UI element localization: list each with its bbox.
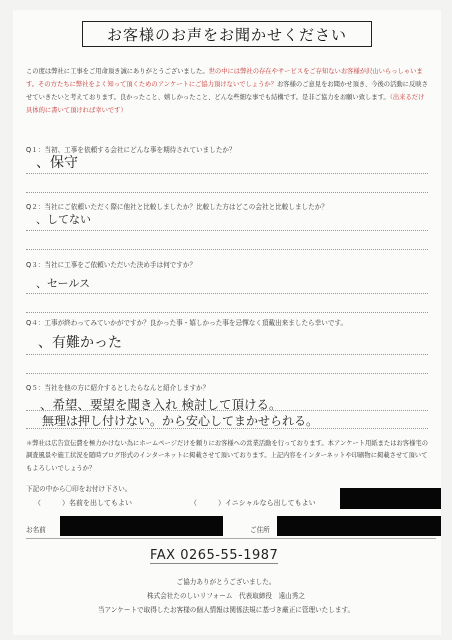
- redaction-box: [340, 488, 441, 509]
- answer-line: [26, 192, 428, 193]
- intro-text-2: お客様のご意見をお聞かせ頂き、今後の活動に反映させていきたいと考えております。良かったこと、嬉しかったこと、どんな些細な事でも結構です。是非ご協力をお願い致します。: [26, 81, 428, 101]
- answer-line: [26, 373, 428, 374]
- question-2: Q２：当社にご依頼いただく際に他社と比較しましたか？比較した方はどこの会社と比較しましたか？: [26, 203, 328, 211]
- option-name-ok[interactable]: （ ）名前を出してもよい: [34, 499, 132, 507]
- intro-text-red-1: 世の中には弊社の存在やサービスをご存知ないお客様が沢山いらっしゃいます。その方たちに弊社をよく知って頂くためのアンケートにご協力頂けないでしょうか？: [26, 68, 423, 88]
- thanks-text: ご協力ありがとうございました。: [176, 578, 276, 586]
- option-initial-ok[interactable]: （ ）イニシャルなら出してもよい: [190, 499, 316, 507]
- question-4: Q４：工事が終わってみていかがですか？良かった事・嬉しかった事を忌憚なく頂戴出来ましたら幸いです。: [26, 319, 348, 327]
- answer-line: [26, 230, 428, 231]
- address-label: ご住所: [250, 526, 270, 534]
- question-5: Q５：当社を他の方に紹介するとしたらなんと紹介しますか？: [26, 384, 210, 392]
- address-redaction: [277, 516, 441, 536]
- company-signature: 株式会社たのしいリフォーム 代表取締役 遠山秀之: [147, 592, 305, 600]
- privacy-notice: 当アンケートで取得したお客様の個人情報は関係法規に基づき厳正に管理いたします。: [97, 606, 355, 614]
- answer-5-line-2: 無理は押し付けない。から安心してまかせられる。: [42, 414, 319, 428]
- answer-2: 、してない: [36, 213, 91, 226]
- answer-line: [26, 293, 428, 294]
- name-redaction: [60, 516, 223, 536]
- name-label: お名前: [26, 526, 46, 534]
- question-1: Q１：当初、工事を依頼する会社にどんな事を期待されていましたか？: [26, 146, 236, 154]
- intro-paragraph: [26, 65, 428, 117]
- page-title: お客様のお声をお聞かせください: [82, 21, 372, 47]
- question-3: Q３：当社に工事をご依頼いただいた決め手は何ですか？: [26, 261, 197, 269]
- answer-line: [26, 312, 428, 313]
- publication-notice: ＊弊社は広告宣伝費を極力かけない為にホームページだけを頼りにお客様への営業活動を行っております。本アンケート用紙またはお客様宅の調査風景や施工状況を随時ブログ形式のインターネットに掲載させて頂いております。上記内容をインターネットや印刷物に掲載させて頂いてもよろしいでしょうか？: [26, 440, 428, 472]
- answer-line: [26, 354, 428, 355]
- intro-text-red-2: （出来るだけ具体的に書いて頂ければ幸いです）: [26, 94, 425, 114]
- answer-5-line-1: 、希望、要望を聞き入れ 検討して頂ける。: [40, 397, 282, 412]
- field-underline: [26, 538, 436, 539]
- answer-4: 、有難かった: [38, 335, 122, 351]
- answer-line: [26, 249, 428, 250]
- answer-line: [26, 410, 428, 411]
- answer-1: 、保守: [36, 155, 78, 171]
- choose-prompt: 下記の中から〇印をお付け下さい。: [26, 485, 132, 493]
- fax-number: FAX 0265-55-1987: [150, 548, 279, 563]
- intro-text-1: この度は弊社に工事をご用命頂き誠にありがとうございました。: [26, 68, 209, 75]
- answer-line: [26, 428, 428, 429]
- answer-line: [26, 173, 428, 174]
- answer-3: 、セールス: [36, 277, 91, 290]
